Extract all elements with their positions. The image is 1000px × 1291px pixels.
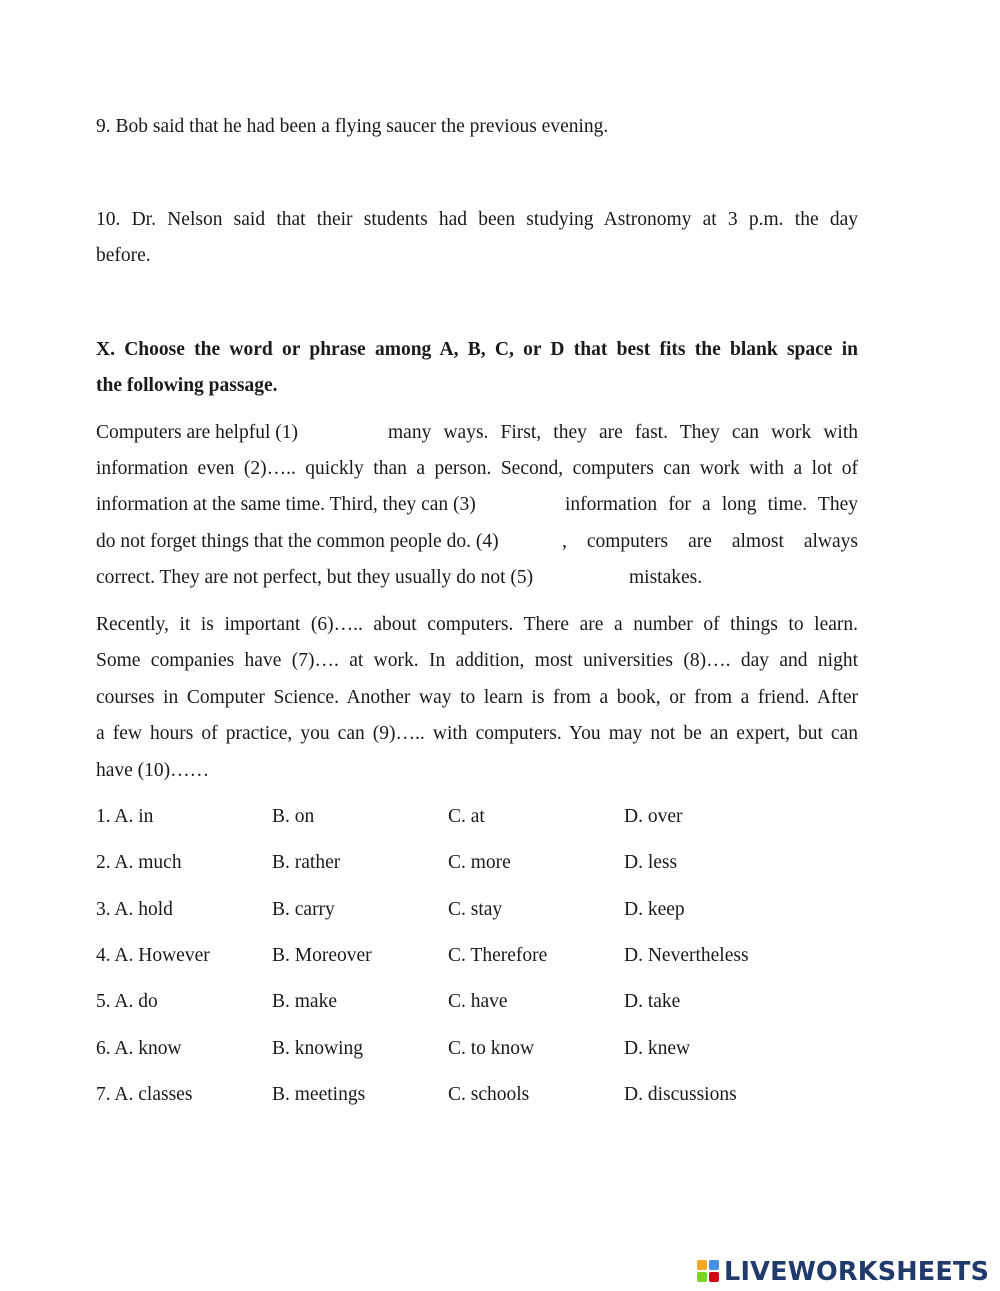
- section-x-heading-line-2: the following passage.: [96, 375, 278, 396]
- option-c: C. to know: [448, 1038, 535, 1059]
- option-a: 7. A. classes: [96, 1084, 193, 1105]
- option-b: B. on: [272, 806, 315, 827]
- sentence-9: 9. Bob said that he had been a flying saucer the previous evening.: [96, 116, 609, 137]
- passage-text: Computers are helpful (1): [96, 422, 298, 443]
- logo-text: LIVEWORKSHEETS: [724, 1257, 990, 1287]
- passage-p2-line-4: a few hours of practice, you can (9)….. with computers. You may not be an expert, but can: [96, 723, 858, 744]
- sentence-10-line-1: 10. Dr. Nelson said that their students had been studying Astronomy at 3 p.m. the day: [96, 209, 858, 230]
- option-c: C. Therefore: [448, 945, 548, 966]
- option-a: 3. A. hold: [96, 899, 173, 920]
- option-c: C. at: [448, 806, 485, 827]
- options-row-4: [96, 944, 896, 968]
- passage-text: information at the same time. Third, they can (3): [96, 494, 476, 515]
- passage-text: correct. They are not perfect, but they usually do not (5): [96, 567, 534, 588]
- option-b: B. Moreover: [272, 945, 372, 966]
- option-c: C. more: [448, 852, 511, 873]
- options-row-2: [96, 851, 896, 875]
- option-d: D. less: [624, 852, 678, 873]
- option-c: C. schools: [448, 1084, 530, 1105]
- options-row-3: [96, 898, 896, 922]
- sentence-10-line-2: before.: [96, 245, 151, 266]
- section-x-heading-line-1: X. Choose the word or phrase among A, B, C, or D that best fits the blank space in: [96, 339, 858, 360]
- options-row-1: [96, 805, 896, 829]
- option-c: C. stay: [448, 899, 503, 920]
- option-a: 4. A. However: [96, 945, 210, 966]
- option-a: 5. A. do: [96, 991, 158, 1012]
- option-b: B. meetings: [272, 1084, 366, 1105]
- option-d: D. discussions: [624, 1084, 737, 1105]
- passage-text: information for a long time. They: [565, 494, 858, 515]
- option-b: B. knowing: [272, 1038, 364, 1059]
- option-b: B. make: [272, 991, 337, 1012]
- liveworksheets-logo: [697, 1257, 993, 1287]
- option-d: D. take: [624, 991, 681, 1012]
- option-a: 1. A. in: [96, 806, 154, 827]
- passage-p2-line-3: courses in Computer Science. Another way to learn is from a book, or from a friend. After: [96, 687, 858, 708]
- passage-p2-line-5: have (10)……: [96, 760, 210, 781]
- passage-text: do not forget things that the common people do. (4): [96, 531, 499, 552]
- option-d: D. over: [624, 806, 683, 827]
- options-row-7: [96, 1083, 896, 1107]
- option-c: C. have: [448, 991, 508, 1012]
- option-b: B. rather: [272, 852, 341, 873]
- passage-text: mistakes.: [629, 567, 703, 588]
- option-d: D. knew: [624, 1038, 691, 1059]
- passage-text: , computers are almost always: [562, 531, 858, 552]
- option-a: 6. A. know: [96, 1038, 182, 1059]
- option-d: D. keep: [624, 899, 685, 920]
- option-b: B. carry: [272, 899, 335, 920]
- options-row-5: [96, 990, 896, 1014]
- option-d: D. Nevertheless: [624, 945, 749, 966]
- passage-text: many ways. First, they are fast. They can work with: [388, 422, 858, 443]
- passage-p2-line-2: Some companies have (7)…. at work. In addition, most universities (8)…. day and night: [96, 650, 858, 671]
- passage-p1-line-2: information even (2)….. quickly than a person. Second, computers can work with a lot of: [96, 458, 858, 479]
- liveworksheets-logo-icon: [697, 1260, 721, 1284]
- options-row-6: [96, 1037, 896, 1061]
- passage-p2-line-1: Recently, it is important (6)….. about computers. There are a number of things to learn.: [96, 614, 858, 635]
- option-a: 2. A. much: [96, 852, 182, 873]
